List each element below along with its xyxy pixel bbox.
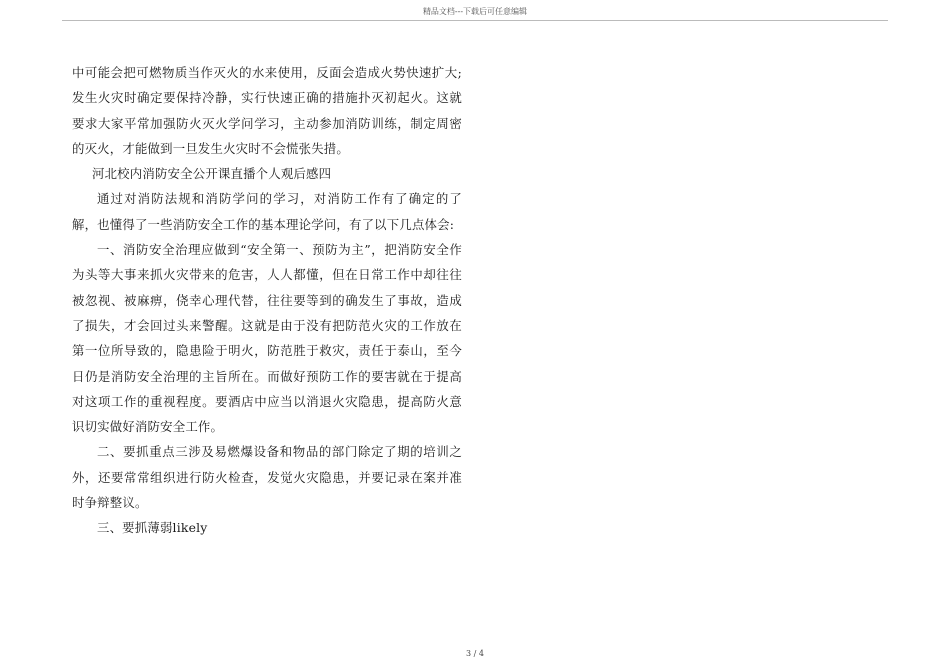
paragraph: 一、消防安全治理应做到“安全第一、预防为主”，把消防安全作为头等大事来抓火灾带来的危害，人人都懂，但在日常工作中却往往被忽视、被麻痹，侥幸心理代替，往往要等到的确发生了事故，造成了损失，才会回过头来警醒。这就是由于没有把防范火灾的工作放在第一位所导致的，隐患险于明火，防范胜于救灾，责任于泰山，至今日仍是消防安全治理的主旨所在。而做好预防工作的要害就在于提高对这项工作的重视程度。要酒店中应当以消退火灾隐患，提高防火意识切实做好消防安全工作。 — [72, 242, 462, 435]
section-heading: 河北校内消防安全公开课直播个人观后感四 — [92, 166, 332, 182]
header-divider — [62, 20, 888, 21]
page-number: 3 / 4 — [466, 649, 484, 658]
paragraph: 中可能会把可燃物质当作灭火的水来使用，反面会造成火势快速扩大;发生火灾时确定要保持冷静，实行快速正确的措施扑灭初起火。这就要求大家平常加强防火灭火学问学习，主动参加消防训练，制定周密的灭火，才能做到一旦发生火灾时不会慌张失措。 — [72, 65, 462, 156]
left-column — [72, 60, 462, 541]
paragraph: 三、要抓薄弱likely — [97, 520, 208, 536]
paragraph: 通过对消防法规和消防学问的学习，对消防工作有了确定的了解，也懂得了一些消防安全工作的基本理论学问，有了以下几点体会: — [72, 191, 462, 232]
paragraph: 二、要抓重点三涉及易燃爆设备和物品的部门除定了期的培训之外，还要常常组织进行防火检查，发觉火灾隐患，并要记录在案并准时争辩整议。 — [72, 444, 462, 511]
page-header: 精品文档---下载后可任意编辑 — [422, 7, 528, 16]
